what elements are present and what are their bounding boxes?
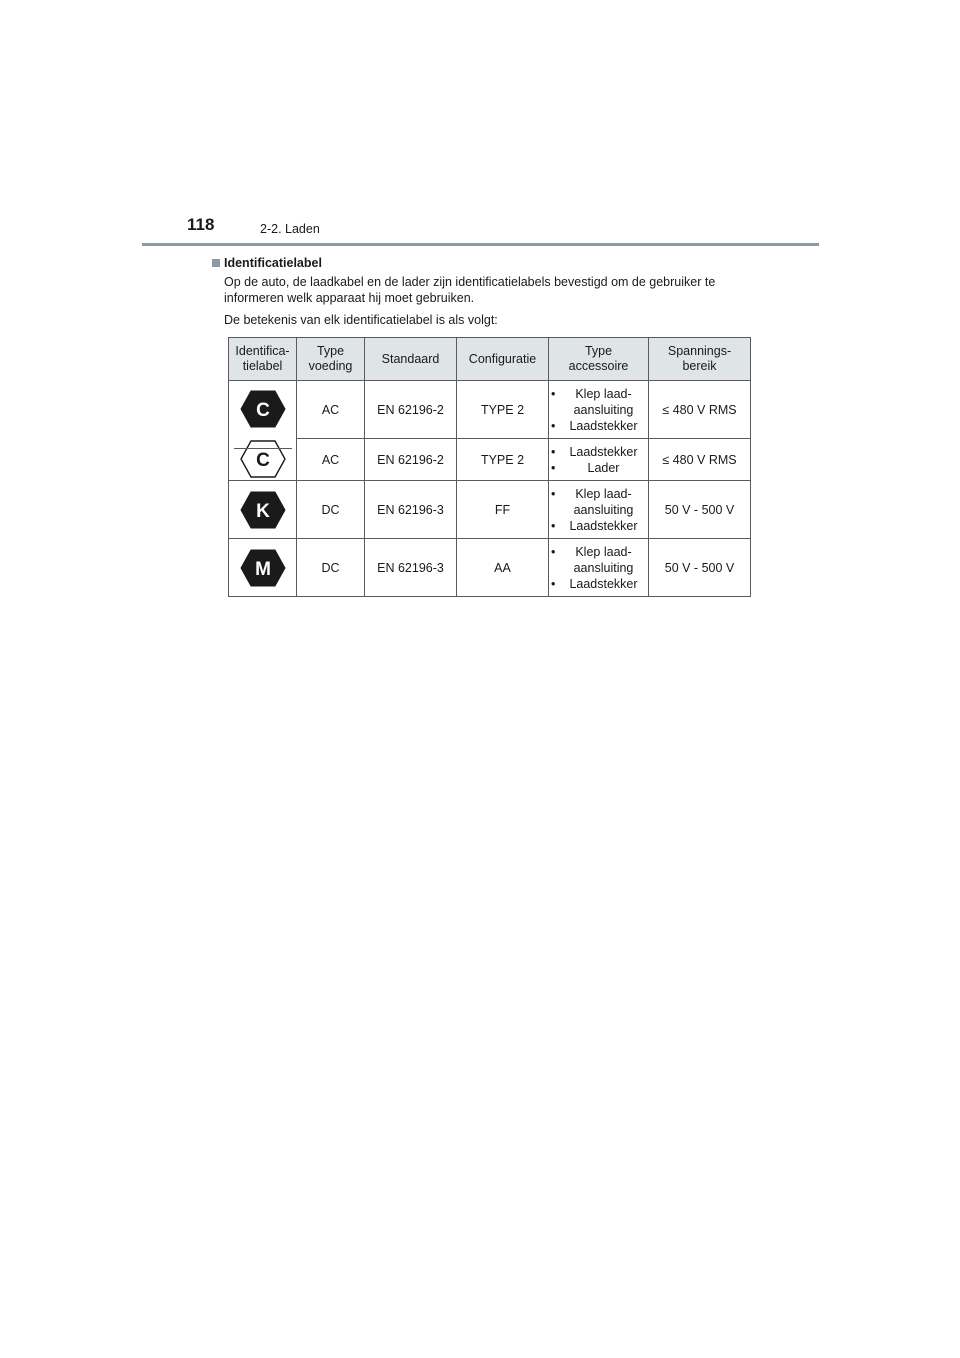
cell-divider [234,448,292,449]
hexagon-label-k-icon [239,490,287,530]
configuratie-cell: TYPE 2 [457,439,549,481]
accessoire-cell [549,481,649,539]
identification-label-table [228,337,751,597]
hexagon-label-c-icon [239,389,287,429]
voeding-cell: DC [297,539,365,597]
standaard-cell: EN 62196-3 [365,539,457,597]
header-configuratie: Configuratie [457,338,549,381]
accessoire-cell [549,381,649,439]
accessoire-cell [549,439,649,481]
standaard-cell: EN 62196-3 [365,481,457,539]
accessoire-cell [549,539,649,597]
hexagon-letter: M [254,558,271,580]
bereik-cell: 50 V - 500 V [649,481,751,539]
header-rule [142,243,819,246]
table-row [229,381,751,439]
page-number: 118 [187,215,215,234]
table-row [229,481,751,539]
list-item: • Lader [551,460,646,476]
voeding-cell: AC [297,381,365,439]
header-voeding: Type voeding [297,338,365,381]
label-cell [229,381,297,439]
label-cell [229,539,297,597]
voeding-cell: DC [297,481,365,539]
list-item: • Klep laad- aansluiting [551,544,646,576]
hexagon-label-c-icon [239,439,287,479]
square-bullet-icon [212,259,220,267]
accessoire-list [551,544,646,592]
standaard-cell: EN 62196-2 [365,381,457,439]
bereik-cell: ≤ 480 V RMS [649,439,751,481]
hexagon-letter: C [255,400,270,422]
meaning-paragraph: De betekenis van elk identificatielabel is als volgt: [224,313,498,327]
header-label: Identifica- tielabel [229,338,297,381]
configuratie-cell: AA [457,539,549,597]
label-cell [229,481,297,539]
table-row [229,539,751,597]
heading-text: Identificatielabel [224,256,322,270]
section-title: 2-2. Laden [260,222,320,236]
list-item: • Laadstekker [551,444,646,460]
hexagon-letter: C [255,450,270,472]
accessoire-list [551,444,646,476]
section-heading [212,256,322,270]
hexagon-letter: K [255,500,270,522]
table-header-row [229,338,751,381]
header-bereik: Spannings- bereik [649,338,751,381]
table-row [229,439,751,481]
configuratie-cell: TYPE 2 [457,381,549,439]
voeding-cell: AC [297,439,365,481]
list-item: • Laadstekker [551,418,646,434]
accessoire-list [551,486,646,534]
header-standaard: Standaard [365,338,457,381]
header-accessoire: Type accessoire [549,338,649,381]
list-item: • Klep laad- aansluiting [551,386,646,418]
accessoire-list [551,386,646,434]
bereik-cell: ≤ 480 V RMS [649,381,751,439]
list-item: • Laadstekker [551,518,646,534]
list-item: • Laadstekker [551,576,646,592]
label-cell [229,439,297,481]
list-item: • Klep laad- aansluiting [551,486,646,518]
hexagon-label-m-icon [239,548,287,588]
configuratie-cell: FF [457,481,549,539]
bereik-cell: 50 V - 500 V [649,539,751,597]
standaard-cell: EN 62196-2 [365,439,457,481]
intro-paragraph: Op de auto, de laadkabel en de lader zijn identificatielabels bevestigd om de gebruiker te informeren welk apparaat hij moet gebruiken. [224,275,716,305]
